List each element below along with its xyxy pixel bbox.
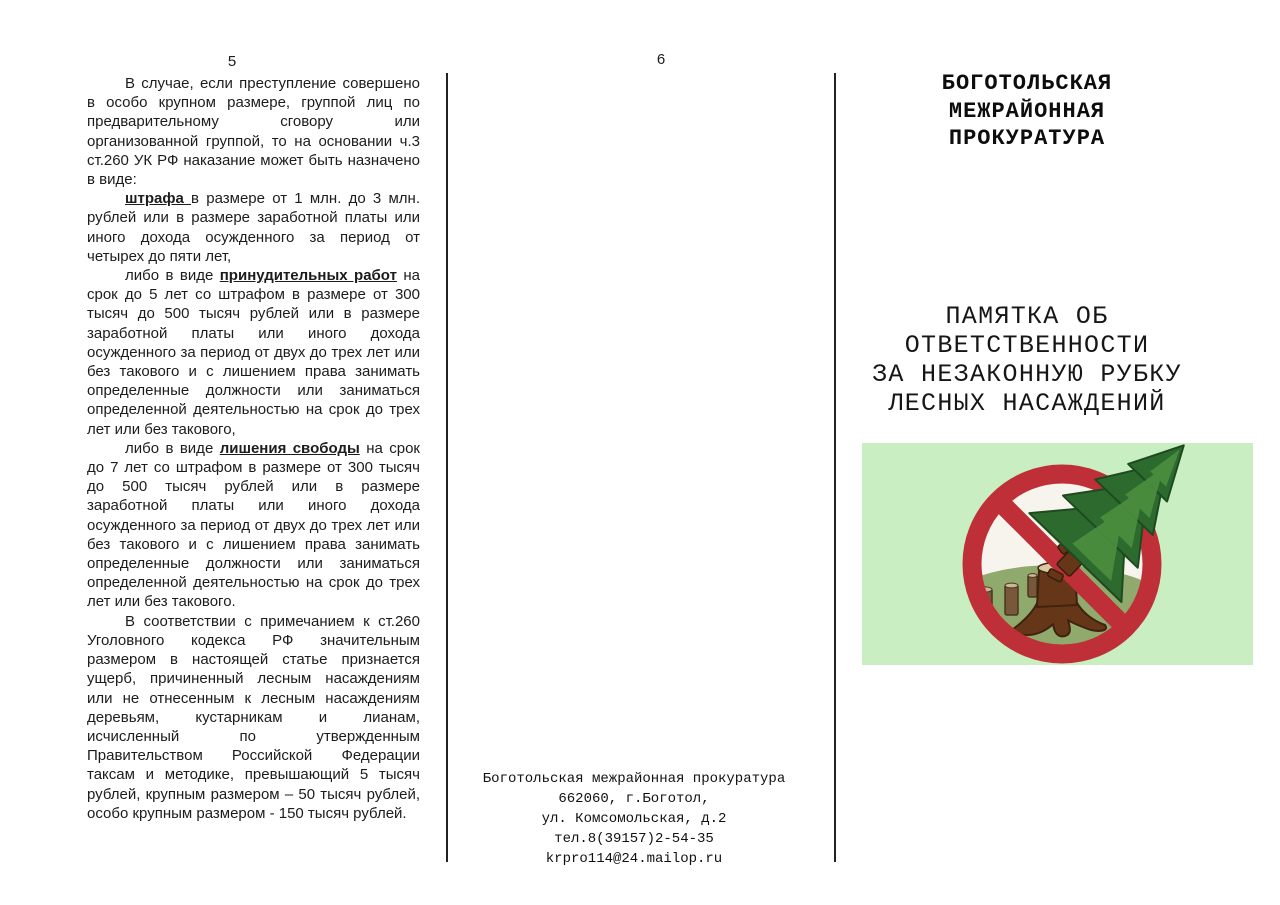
organization-title <box>835 70 1219 153</box>
text-line: тел.8(39157)2-54-35 <box>554 831 714 847</box>
body-paragraph: либо в виде лишения свободы на срок до 7 лет со штрафом в размере от 300 тысяч до 500 тысяч рублей или в размере заработной платы или иного дохода осужденного за период от двух до трех лет или без такового и с лишением права занимать определенные должности или заниматься определенной деятельностью на срок до трех лет или без такового. <box>87 439 420 611</box>
text-line: БОГОТОЛЬСКАЯ <box>941 71 1113 96</box>
text-line: krpro114@24.mailop.ru <box>545 851 723 867</box>
contact-block <box>447 769 821 869</box>
body-paragraph: В случае, если преступление совершено в особо крупном размере, группой лиц по предварительному сговору или организованной группой, то на основании ч.3 ст.260 УК РФ наказание может быть назначено в виде: <box>87 75 420 189</box>
text-line: ПРОКУРАТУРА <box>948 126 1106 151</box>
fold-divider-right <box>834 73 836 862</box>
text-line: Боготольская межрайонная прокуратура <box>482 771 786 787</box>
text-line: ЛЕСНЫХ НАСАЖДЕНИЙ <box>888 389 1166 418</box>
text-line: МЕЖРАЙОННАЯ <box>948 98 1106 124</box>
page-number-6: 6 <box>656 51 666 68</box>
text-line: 662060, г.Боготол, <box>558 791 710 807</box>
fold-divider-left <box>446 73 448 862</box>
leaflet-title <box>835 302 1219 418</box>
no-logging-illustration <box>862 443 1253 665</box>
body-paragraph: либо в виде принудительных работ на срок до 5 лет со штрафом в размере от 300 тысяч до 500 тысяч рублей или в размере заработной платы или иного дохода осужденного за период от двух до трех лет или без такового и с лишением права занимать определенные должности или заниматься определенной деятельностью на срок до трех лет или без такового, <box>87 267 420 438</box>
body-paragraph: штрафа в размере от 1 млн. до 3 млн. рублей или в размере заработной платы или иного дохода осужденного за период от четырех до пяти лет, <box>87 190 420 265</box>
text-line: ул. Комсомольская, д.2 <box>541 811 727 827</box>
left-column-text <box>87 74 420 823</box>
text-line: ЗА НЕЗАКОННУЮ РУБКУ <box>872 360 1182 389</box>
text-line: ОТВЕТСТВЕННОСТИ <box>904 331 1150 360</box>
page-number-5: 5 <box>227 53 237 70</box>
text-line: ПАМЯТКА ОБ <box>945 302 1109 331</box>
body-paragraph: В соответствии с примечанием к ст.260 Уголовного кодекса РФ значительным размером в настоящей статье признается ущерб, причиненный лесным насаждениям или не отнесенным к лесным насаждениям деревьям, кустарникам и лианам, исчисленный по утвержденным Правительством Российской Федерации таксам и методике, превышающий 5 тысяч рублей, крупным размером – 50 тысяч рублей, особо крупным размером - 150 тысяч рублей. <box>87 612 420 822</box>
